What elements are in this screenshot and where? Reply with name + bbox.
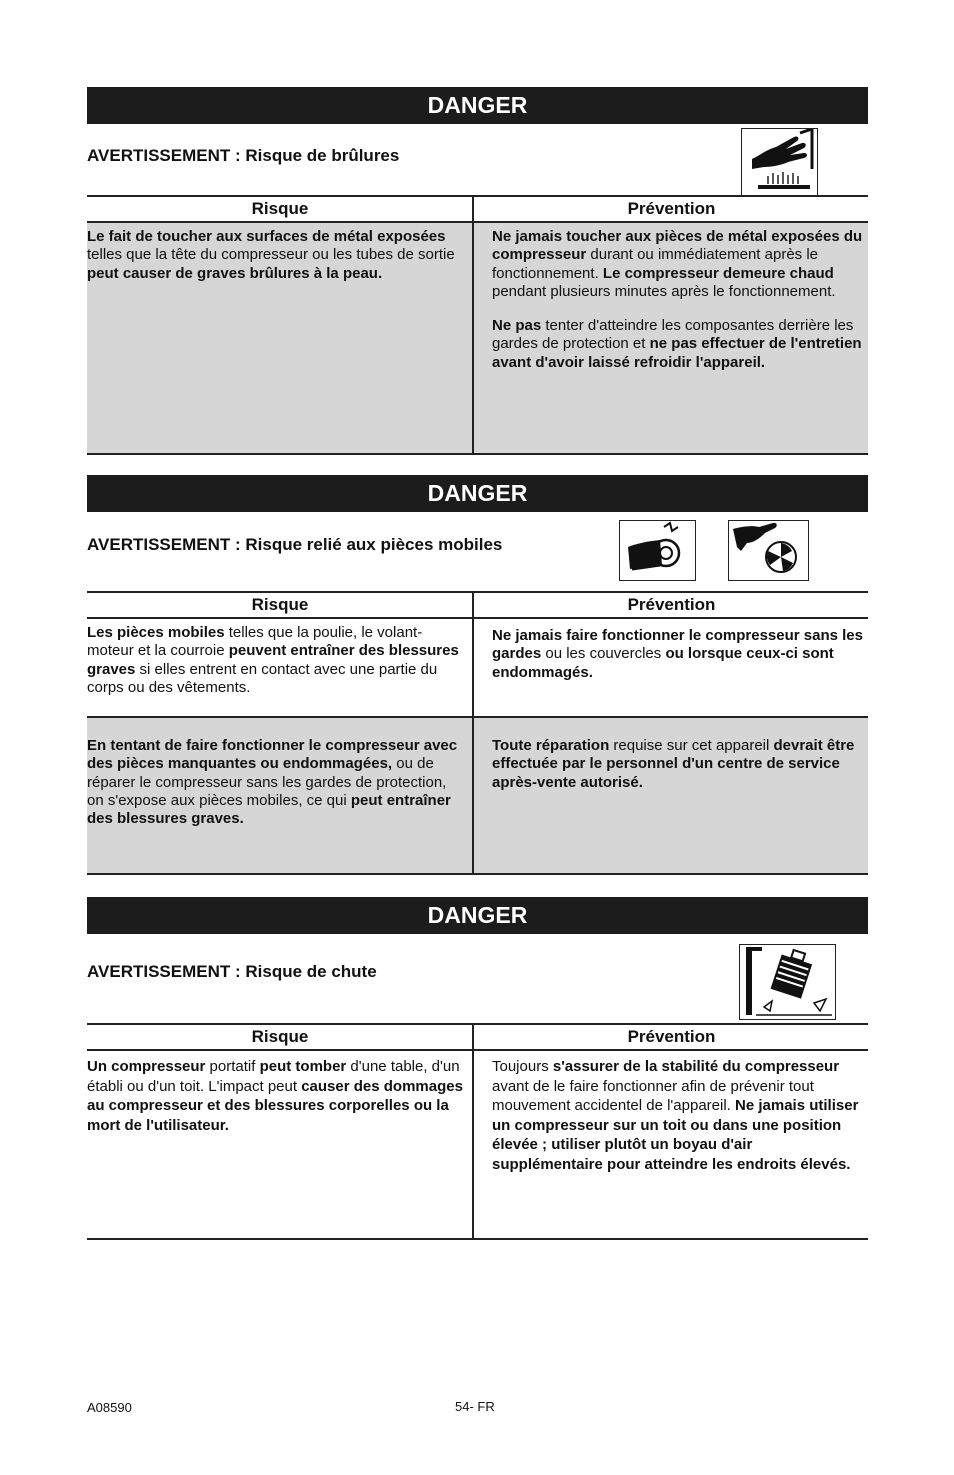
cell-paragraph (87, 737, 465, 828)
prevention-cell (475, 718, 868, 873)
prevention-cell (475, 1051, 868, 1238)
bold-text-run: Ne jamais toucher aux pièces de métal exposées du compresseur (492, 228, 863, 264)
text-run: avant de le faire fonctionner afin de prévenir tout mouvement accidentel de l'appareil. (492, 1077, 814, 1114)
bold-text-run: ne pas effectuer de l'entretien avant d'avoir laissé refroidir l'appareil. (492, 335, 862, 371)
table-header (87, 591, 868, 619)
bold-text-run: En tentant de faire fonctionner le compresseur avec des pièces manquantes ou endommagées, (87, 737, 458, 773)
bold-text-run: Le fait de toucher aux surfaces de métal exposées (87, 228, 446, 245)
cell-paragraph (492, 627, 866, 682)
bold-text-run: peut tomber (259, 1058, 347, 1075)
text-run: ou les couvercles (541, 645, 666, 663)
bold-text-run: Les pièces mobiles (87, 624, 225, 641)
fan-hand-icon (728, 520, 809, 581)
bold-text-run: Toute réparation (492, 737, 610, 754)
bold-text-run: peut entraîner des blessures graves. (87, 791, 451, 828)
bold-text-run: Ne jamais faire fonctionner le compresseur sans les gardes (492, 627, 863, 663)
prevention-column-header: Prévention (627, 199, 716, 218)
text-run: portatif (205, 1058, 260, 1075)
bold-text-run: peut causer de graves brûlures à la peau. (87, 264, 383, 282)
bold-text-run: ou lorsque ceux-ci sont endommagés. (492, 645, 834, 681)
text-run: ou de réparer le compresseur sans les gardes de protection, on s'expose aux pièces mobiles, ce qui (87, 755, 447, 809)
text-run: tenter d'atteindre les composantes derrière les gardes de protection et (492, 317, 854, 353)
cell-paragraph (492, 228, 866, 301)
hot-surface-hand-icon (741, 128, 818, 196)
falling-compressor-icon (739, 944, 836, 1020)
text-run: telles que la tête du compresseur ou les tubes de sortie (87, 246, 455, 264)
table-row (87, 223, 868, 453)
table-row (87, 718, 868, 873)
cell-paragraph (87, 228, 465, 283)
prevention-column-header: Prévention (627, 1027, 716, 1046)
bold-text-run: Le compresseur demeure chaud (602, 264, 834, 282)
table-bottom-rule (87, 453, 868, 455)
warning-title: AVERTISSEMENT : Risque relié aux pièces mobiles (87, 535, 503, 554)
table-row (87, 619, 868, 716)
bold-text-run: devrait être effectuée par le personnel d'un centre de service après-vente autorisé. (492, 737, 855, 791)
danger-banner: DANGER (87, 475, 868, 512)
bold-text-run: Ne pas (492, 317, 542, 335)
danger-section-moving-parts (87, 475, 868, 877)
risk-cell (87, 1051, 473, 1238)
risk-cell (87, 223, 473, 453)
risk-column-header: Risque (251, 199, 309, 218)
risk-column-header: Risque (251, 1027, 309, 1046)
danger-section-fall (87, 897, 868, 1242)
bold-text-run: s'assurer de la stabilité du compresseur (552, 1058, 840, 1075)
text-run: telles que la poulie, le volant-moteur et la courroie (87, 624, 423, 660)
document-code: A08590 (87, 1400, 132, 1415)
table-row (87, 1051, 868, 1238)
text-run: pendant plusieurs minutes après le fonctionnement. (492, 282, 836, 300)
text-run: d'une table, d'un établi ou d'un toit. L'impact peut (87, 1058, 460, 1095)
bold-text-run: Un compresseur (87, 1058, 206, 1075)
risk-cell (87, 619, 473, 716)
danger-banner: DANGER (87, 87, 868, 124)
text-run: si elles entrent en contact avec une partie du corps ou des vêtements. (87, 660, 438, 696)
danger-section-burns (87, 87, 868, 457)
cell-paragraph (492, 737, 866, 792)
table-header (87, 1023, 868, 1051)
risk-cell (87, 718, 473, 873)
prevention-cell (475, 619, 868, 716)
table-bottom-rule (87, 873, 868, 875)
text-run: durant ou immédiatement après le fonctionnement. (492, 246, 819, 282)
cell-paragraph (492, 1057, 866, 1174)
danger-banner: DANGER (87, 897, 868, 934)
bold-text-run: Ne jamais utiliser un compresseur sur un toit ou dans une position élevée ; utiliser plutôt un boyau d'air supplémentaire pour atteindre les endroits élevés. (492, 1097, 859, 1173)
cell-paragraph (87, 1057, 465, 1135)
prevention-cell (475, 223, 868, 453)
cell-paragraph (87, 624, 465, 697)
warning-title: AVERTISSEMENT : Risque de chute (87, 962, 377, 981)
table-bottom-rule (87, 1238, 868, 1240)
prevention-column-header: Prévention (627, 595, 716, 614)
page-number: 54- FR (455, 1399, 495, 1414)
bold-text-run: peuvent entraîner des blessures graves (87, 642, 459, 678)
bold-text-run: causer des dommages au compresseur et des blessures corporelles ou la mort de l'utilisateur. (87, 1077, 463, 1134)
table-header (87, 195, 868, 223)
text-run: requise sur cet appareil (609, 737, 774, 754)
warning-title: AVERTISSEMENT : Risque de brûlures (87, 146, 400, 165)
text-run: Toujours (492, 1058, 553, 1075)
pulley-entanglement-icon (619, 520, 696, 581)
risk-column-header: Risque (251, 595, 309, 614)
cell-paragraph (492, 317, 866, 372)
